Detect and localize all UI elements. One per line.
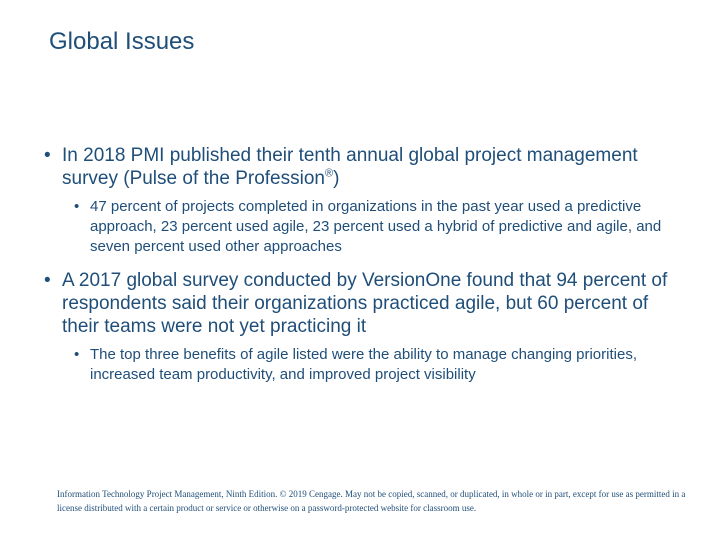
sub-bullet-text: The top three benefits of agile listed were the ability to manage changing priorities, increased team productivity, and improved project visibility (90, 346, 637, 383)
slide-content (44, 144, 684, 385)
copyright-footer: Information Technology Project Management, Ninth Edition. © 2019 Cengage. May not be copied, scanned, or duplicated, in whole or in part, except for use as permitted in a license distributed with a certain product or service or otherwise on a password-protected website for classroom use. (57, 489, 686, 513)
sub-bullet-approach-stats (74, 197, 684, 257)
bullet-pmi-survey (44, 144, 684, 190)
sub-bullet-marker: • (74, 198, 80, 215)
bullet-text: In 2018 PMI published their tenth annual global project management survey (Pulse of the Profession (62, 145, 638, 189)
bullet-marker: • (44, 270, 51, 291)
sub-bullet-agile-benefits (74, 345, 684, 385)
slide-title: Global Issues (49, 28, 195, 55)
sub-bullet-marker: • (74, 346, 80, 363)
bullet-text: A 2017 global survey conducted by VersionOne found that 94 percent of respondents said their organizations practiced agile, but 60 percent of their teams were not yet practicing it (62, 270, 668, 337)
sub-bullet-text: 47 percent of projects completed in organizations in the past year used a predictive approach, 23 percent used agile, 23 percent used a hybrid of predictive and agile, and seven percent used other approaches (90, 198, 662, 255)
registered-mark: ® (324, 167, 334, 180)
bullet-versionone-survey (44, 269, 684, 338)
bullet-text-end: ) (333, 168, 340, 189)
bullet-marker: • (44, 145, 51, 166)
